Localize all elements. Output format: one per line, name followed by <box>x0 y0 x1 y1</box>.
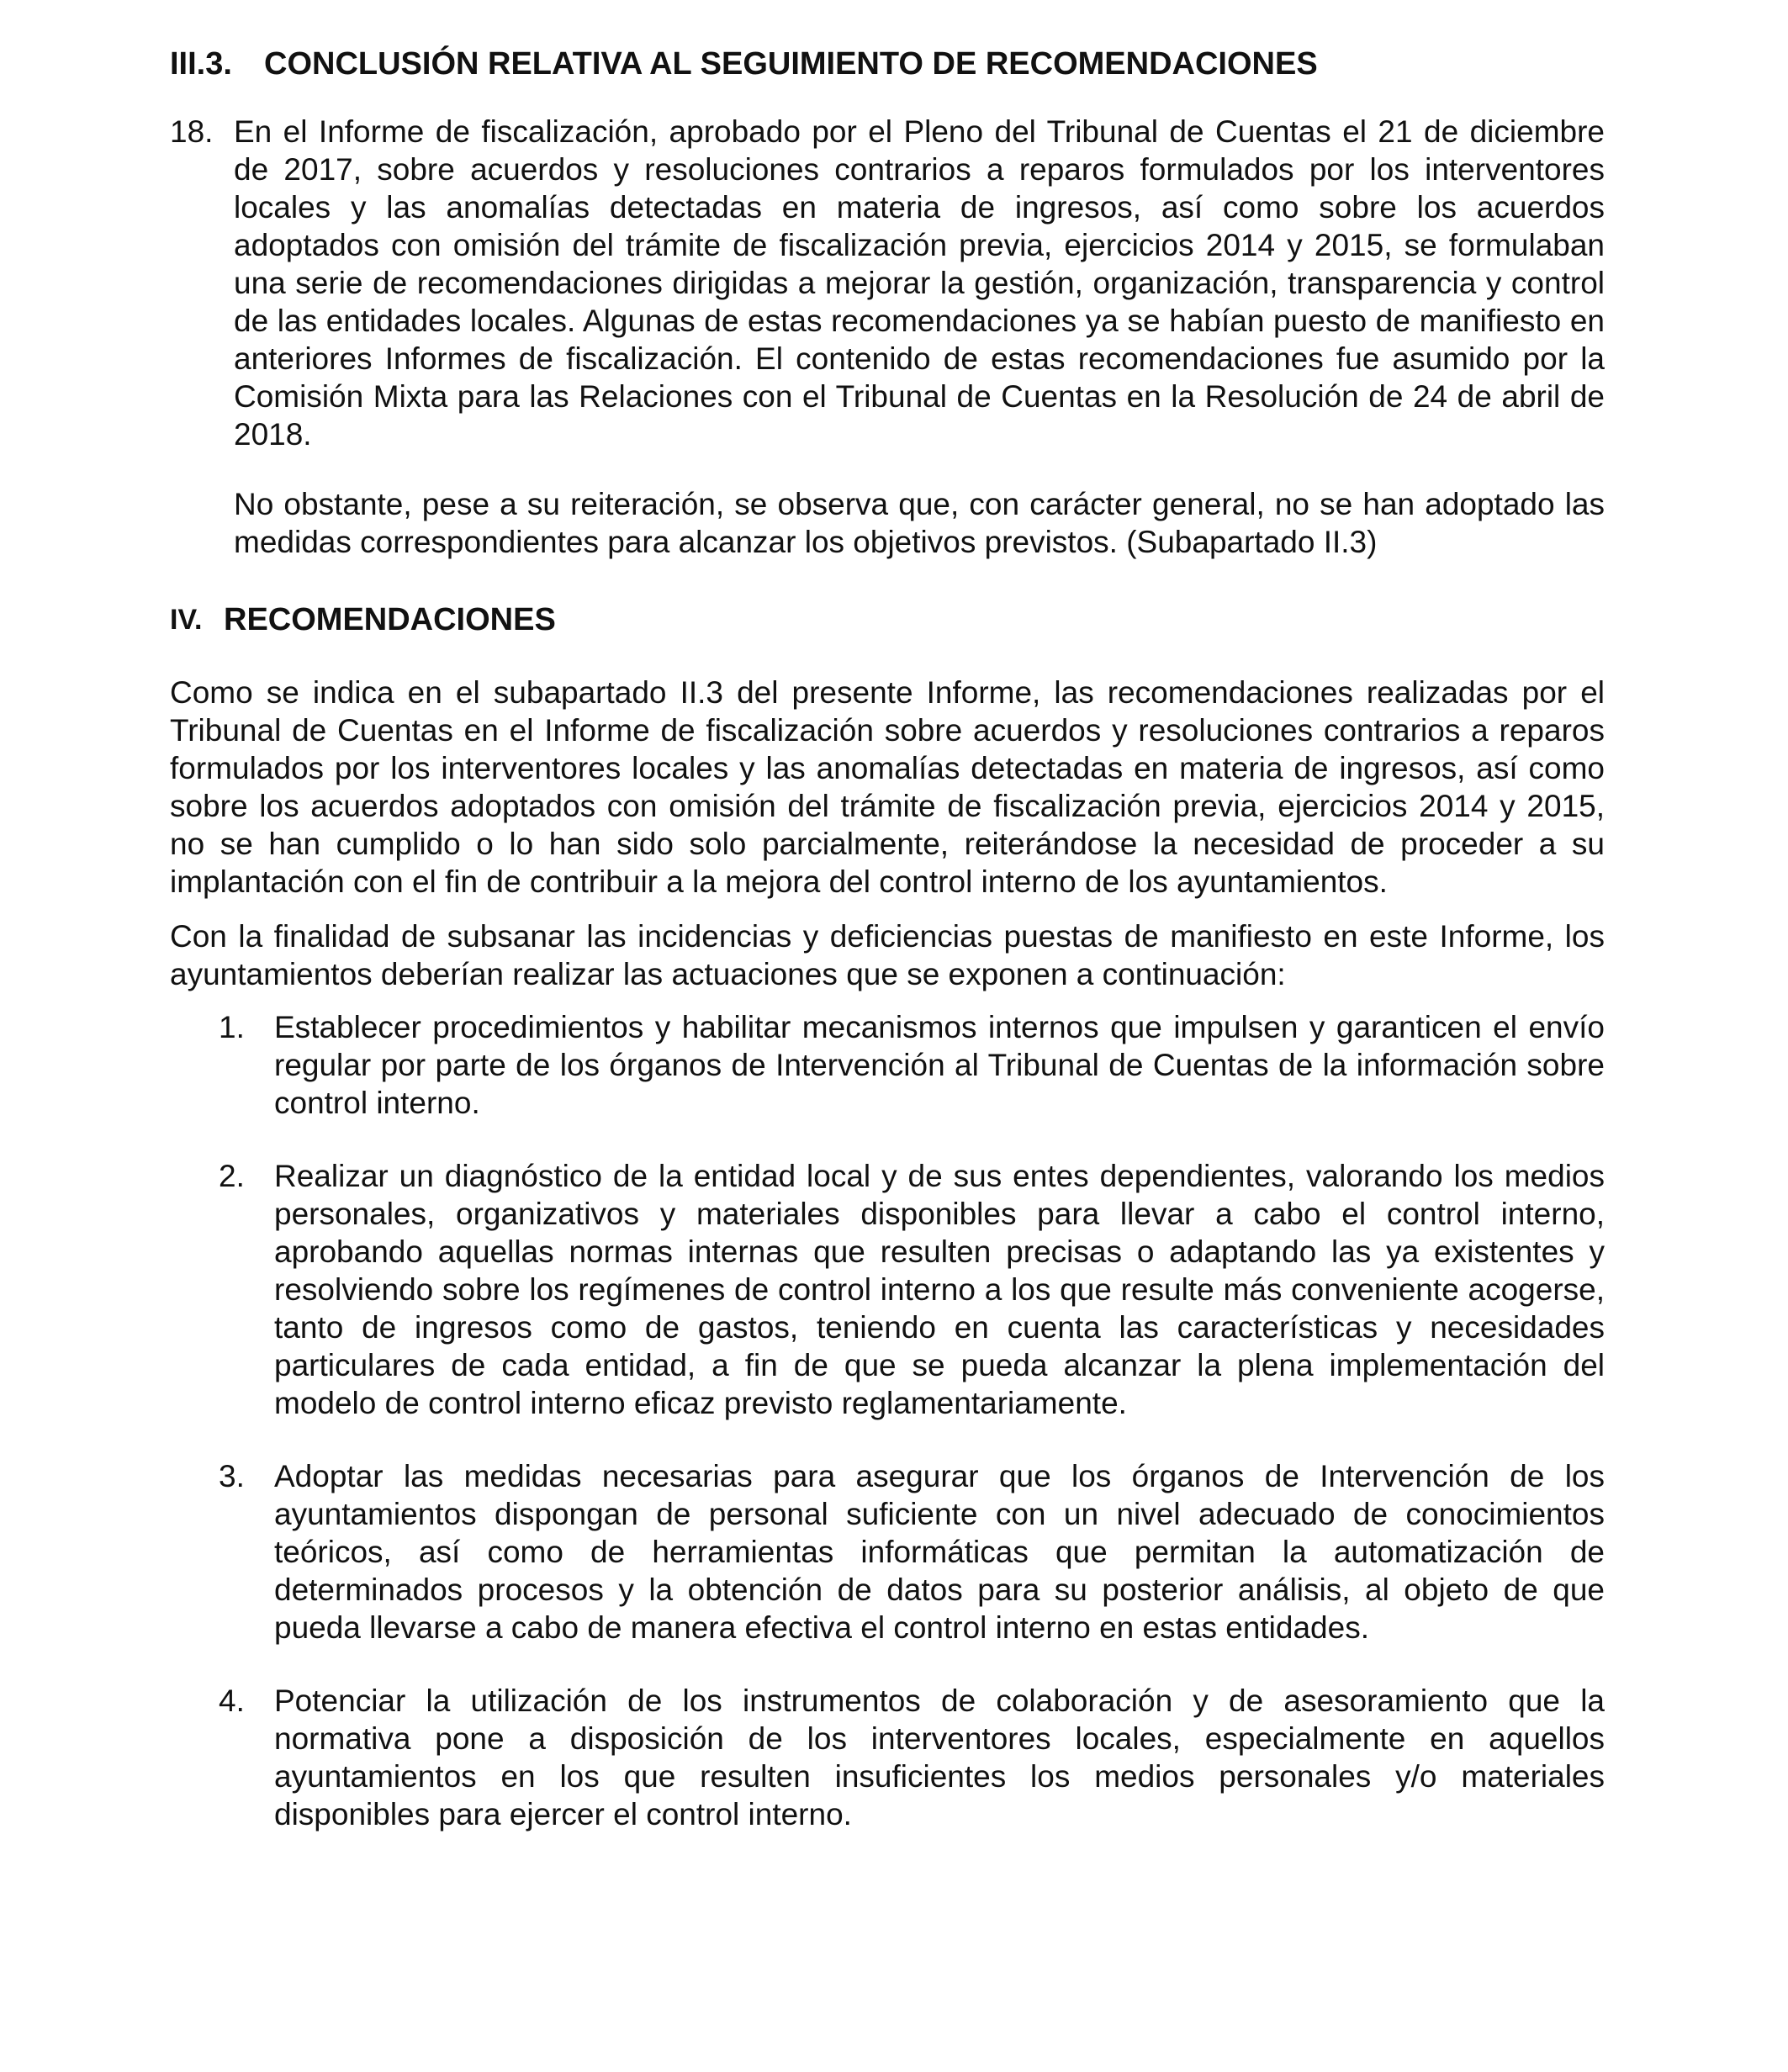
document-page <box>170 44 1605 1833</box>
recommendation-text: Adoptar las medidas necesarias para asegurar que los órganos de Intervención de los ayuntamientos dispongan de personal suficiente con un nivel adecuado de conocimientos teóricos, así como de herramientas informáticas que permitan la automatización de determinados procesos y la obtención de datos para su posterior análisis, al objeto de que pueda llevarse a cabo de manera efectiva el control interno en estas entidades. <box>274 1459 1605 1645</box>
section-number: III.3. <box>170 46 232 82</box>
recommendation-item <box>219 1682 1605 1833</box>
paragraph-18-continuation: No obstante, pese a su reiteración, se observa que, con carácter general, no se han adoptado las medidas correspondientes para alcanzar los objetivos previstos. (Subapartado II.3) <box>234 487 1605 559</box>
recommendation-text: Establecer procedimientos y habilitar mecanismos internos que impulsen y garanticen el envío regular por parte de los órganos de Intervención al Tribunal de Cuentas de la información sobre control interno. <box>274 1010 1605 1120</box>
section-title: RECOMENDACIONES <box>224 602 556 637</box>
paragraph-number: 18. <box>170 114 214 149</box>
section-title: CONCLUSIÓN RELATIVA AL SEGUIMIENTO DE RECOMENDACIONES <box>264 46 1318 82</box>
intro-paragraph: Como se indica en el subapartado II.3 del presente Informe, las recomendaciones realizadas por el Tribunal de Cuentas en el Informe de fiscalización sobre acuerdos y resoluciones contrarios a reparos formulados por los interventores locales y las anomalías detectadas en materia de ingresos, así como sobre los acuerdos adoptados con omisión del trámite de fiscalización previa, ejercicios 2014 y 2015, no se han cumplido o lo han sido solo parcialmente, reiterándose la necesidad de proceder a su implantación con el fin de contribuir a la mejora del control interno de los ayuntamientos. <box>170 675 1605 899</box>
recommendation-text: Potenciar la utilización de los instrumentos de colaboración y de asesoramiento que la normativa pone a disposición de los interventores locales, especialmente en aquellos ayuntamientos en los que resulten insuficientes los medios personales y/o materiales disponibles para ejercer el control interno. <box>274 1684 1605 1832</box>
paragraph-18 <box>170 113 1605 453</box>
recommendation-item <box>219 1008 1605 1122</box>
recommendation-number: 1. <box>219 1010 245 1044</box>
recommendation-text: Realizar un diagnóstico de la entidad local y de sus entes dependientes, valorando los medios personales, organizativos y materiales disponibles para llevar a cabo el control interno, aprobando aquellas normas internas que resulten precisas o adaptando las ya existentes y resolviendo sobre los regímenes de control interno a los que resulte más conveniente acogerse, tanto de ingresos como de gastos, teniendo en cuenta las características y necesidades particulares de cada entidad, a fin de que se pueda alcanzar la plena implementación del modelo de control interno eficaz previsto reglamentariamente. <box>274 1159 1605 1420</box>
intro-paragraph: Con la finalidad de subsanar las incidencias y deficiencias puestas de manifiesto en este Informe, los ayuntamientos deberían realizar las actuaciones que se exponen a continuación: <box>170 919 1605 991</box>
recommendation-item <box>219 1157 1605 1422</box>
recommendation-number: 3. <box>219 1459 245 1493</box>
recommendation-number: 4. <box>219 1684 245 1718</box>
paragraph-text: En el Informe de fiscalización, aprobado por el Pleno del Tribunal de Cuentas el 21 de diciembre de 2017, sobre acuerdos y resoluciones contrarios a reparos formulados por los interventores locales y las anomalías detectadas en materia de ingresos, así como sobre los acuerdos adoptados con omisión del trámite de fiscalización previa, ejercicios 2014 y 2015, se formulaban una serie de recomendaciones dirigidas a mejorar la gestión, organización, transparencia y control de las entidades locales. Algunas de estas recomendaciones ya se habían puesto de manifiesto en anteriores Informes de fiscalización. El contenido de estas recomendaciones fue asumido por la Comisión Mixta para las Relaciones con el Tribunal de Cuentas en la Resolución de 24 de abril de 2018. <box>234 114 1605 452</box>
recommendation-item <box>219 1457 1605 1646</box>
section-heading-iv <box>170 600 1605 640</box>
recommendations-list <box>170 1008 1605 1833</box>
recommendation-number: 2. <box>219 1159 245 1193</box>
section-heading-iii3 <box>170 44 1605 84</box>
section-number: IV. <box>170 604 203 636</box>
